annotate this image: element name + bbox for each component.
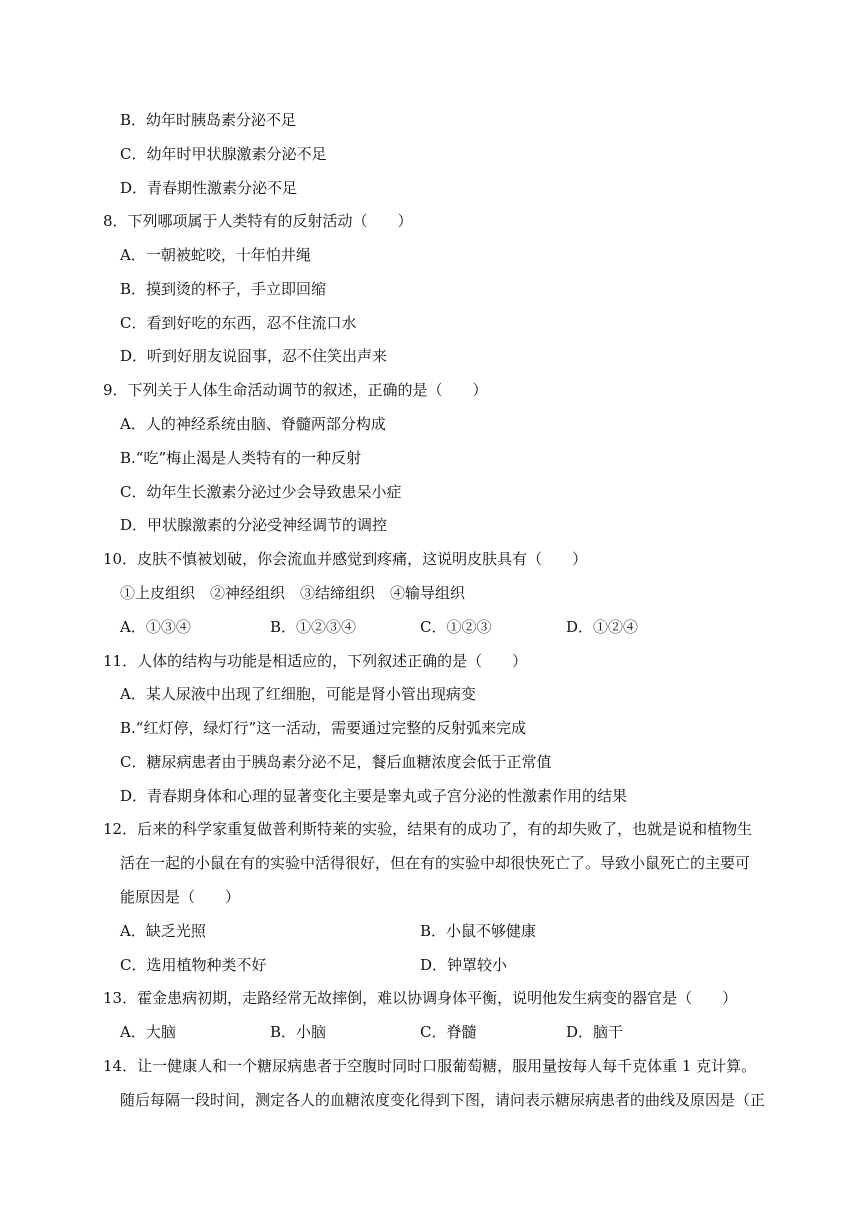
q9-option-c: C．幼年生长激素分泌过少会导致患呆小症 <box>120 483 402 501</box>
q13-option-a: A．大脑 <box>120 1023 176 1041</box>
q14-stem-line2: 随后每隔一段时间，测定各人的血糖浓度变化得到下图，请问表示糖尿病患者的曲线及原因是（正 <box>120 1091 766 1109</box>
q11-option-d: D．青春期身体和心理的显著变化主要是睾丸或子宫分泌的性激素作用的结果 <box>120 787 628 805</box>
q11-option-a: A．某人尿液中出现了红细胞，可能是肾小管出现病变 <box>120 685 476 703</box>
q7-option-d: D．青春期性激素分泌不足 <box>120 179 298 197</box>
q7-option-c: C．幼年时甲状腺激素分泌不足 <box>120 145 327 163</box>
q8-option-d: D．听到好朋友说囧事，忍不住笑出声来 <box>120 347 388 365</box>
q10-option-b: B．①②③④ <box>270 618 357 636</box>
q10-items: ①上皮组织 ②神经组织 ③结缔组织 ④输导组织 <box>120 584 466 602</box>
q10-option-a: A．①③④ <box>120 618 191 636</box>
q12-stem-line1: 12．后来的科学家重复做普利斯特莱的实验，结果有的成功了，有的却失败了，也就是说和植物生 <box>103 820 753 838</box>
q9-option-d: D．甲状腺激素的分泌受神经调节的调控 <box>120 516 388 534</box>
q9-option-a: A．人的神经系统由脑、脊髓两部分构成 <box>120 415 386 433</box>
q8-option-a: A．一朝被蛇咬，十年怕井绳 <box>120 246 311 264</box>
q14-stem-line1: 14．让一健康人和一个糖尿病患者于空腹时同时口服葡萄糖，服用量按每人每千克体重 1 克计算。 <box>103 1057 757 1075</box>
q12-option-c: C．选用植物种类不好 <box>120 956 267 974</box>
q7-option-b: B．幼年时胰岛素分泌不足 <box>120 111 297 129</box>
q13-option-d: D．脑干 <box>566 1023 624 1041</box>
q9-option-b: B.“吃”梅止渴是人类特有的一种反射 <box>120 449 362 467</box>
q10-option-c: C．①②③ <box>420 618 492 636</box>
q9-stem: 9．下列关于人体生命活动调节的叙述，正确的是（ ） <box>103 381 488 399</box>
q13-option-b: B．小脑 <box>270 1023 327 1041</box>
q12-stem-line2: 活在一起的小鼠在有的实验中活得很好，但在有的实验中却很快死亡了。导致小鼠死亡的主要可 <box>120 854 751 872</box>
q10-stem: 10．皮肤不慎被划破，你会流血并感觉到疼痛，这说明皮肤具有（ ） <box>103 550 588 568</box>
q12-option-b: B．小鼠不够健康 <box>420 922 537 940</box>
q11-option-b: B.“红灯停，绿灯行”这一活动，需要通过完整的反射弧来完成 <box>120 719 527 737</box>
q8-option-c: C．看到好吃的东西，忍不住流口水 <box>120 314 357 332</box>
q12-option-a: A．缺乏光照 <box>120 922 206 940</box>
q10-option-d: D．①②④ <box>566 618 639 636</box>
q8-option-b: B．摸到烫的杯子，手立即回缩 <box>120 280 327 298</box>
q11-stem: 11．人体的结构与功能是相适应的，下列叙述正确的是（ ） <box>103 652 528 670</box>
q11-option-c: C．糖尿病患者由于胰岛素分泌不足，餐后血糖浓度会低于正常值 <box>120 753 552 771</box>
q13-option-c: C．脊髓 <box>420 1023 477 1041</box>
q12-option-d: D．钟罩较小 <box>420 956 508 974</box>
q12-stem-line3: 能原因是（ ） <box>120 888 241 906</box>
q8-stem: 8．下列哪项属于人类特有的反射活动（ ） <box>103 212 413 230</box>
q13-stem: 13．霍金患病初期，走路经常无故摔倒，难以协调身体平衡，说明他发生病变的器官是（ ） <box>103 989 738 1007</box>
